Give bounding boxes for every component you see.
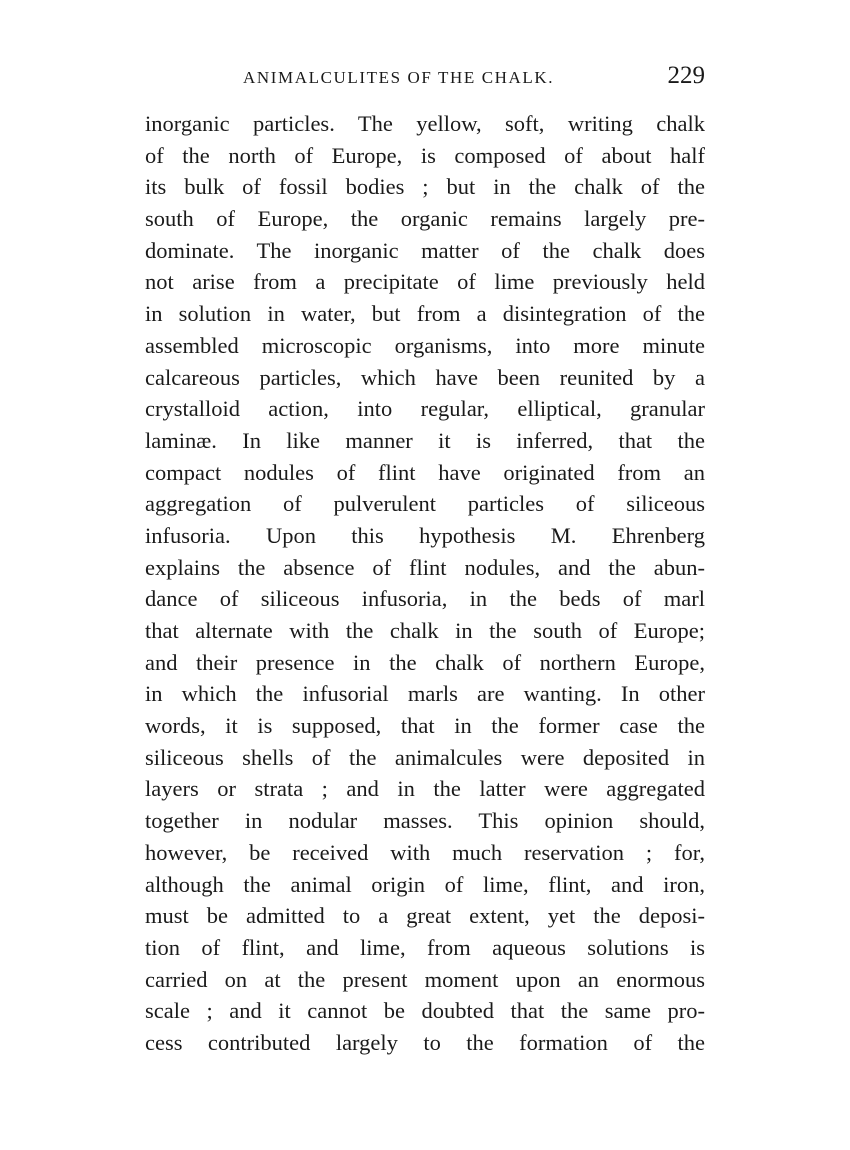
text-line: its bulk of fossil bodies ; but in the chalk of the <box>145 174 705 200</box>
text-line: however, be received with much reservation ; for, <box>145 839 705 865</box>
body-text <box>145 108 705 1059</box>
text-line: infusoria. Upon this hypothesis M. Ehrenberg <box>145 522 705 548</box>
text-line: explains the absence of flint nodules, and the abun- <box>145 554 705 580</box>
text-line: must be admitted to a great extent, yet the deposi- <box>145 903 705 929</box>
text-line: crystalloid action, into regular, elliptical, granular <box>145 396 705 422</box>
text-line: not arise from a precipitate of lime previously held <box>145 269 705 295</box>
text-line: layers or strata ; and in the latter were aggregated <box>145 776 705 802</box>
text-line: carried on at the present moment upon an enormous <box>145 966 705 992</box>
text-line: cess contributed largely to the formation of the <box>145 1029 705 1055</box>
text-line: words, it is supposed, that in the former case the <box>145 713 705 739</box>
text-line: south of Europe, the organic remains largely pre- <box>145 206 705 232</box>
text-line: dance of siliceous infusoria, in the beds of marl <box>145 586 705 612</box>
text-line: of the north of Europe, is composed of about half <box>145 142 705 168</box>
text-line: in which the infusorial marls are wanting. In other <box>145 681 705 707</box>
text-line: aggregation of pulverulent particles of siliceous <box>145 491 705 517</box>
text-line: and their presence in the chalk of northern Europe, <box>145 649 705 675</box>
text-line: tion of flint, and lime, from aqueous solutions is <box>145 934 705 960</box>
text-line: dominate. The inorganic matter of the chalk does <box>145 237 705 263</box>
running-title: ANIMALCULITES OF THE CHALK. <box>243 68 555 87</box>
text-line: calcareous particles, which have been reunited by a <box>145 364 705 390</box>
text-line: together in nodular masses. This opinion should, <box>145 808 705 834</box>
text-line: in solution in water, but from a disintegration of the <box>145 301 705 327</box>
text-line: assembled microscopic organisms, into more minute <box>145 332 705 358</box>
page-number: 229 <box>667 62 705 89</box>
text-line: siliceous shells of the animalcules were deposited in <box>145 744 705 770</box>
running-head <box>145 62 705 98</box>
text-line: laminæ. In like manner it is inferred, that the <box>145 427 705 453</box>
text-line: scale ; and it cannot be doubted that the same pro- <box>145 998 705 1024</box>
text-line: although the animal origin of lime, flint, and iron, <box>145 871 705 897</box>
text-line: that alternate with the chalk in the south of Europe; <box>145 618 705 643</box>
text-line: compact nodules of flint have originated from an <box>145 459 705 485</box>
text-line: inorganic particles. The yellow, soft, writing chalk <box>145 111 705 136</box>
